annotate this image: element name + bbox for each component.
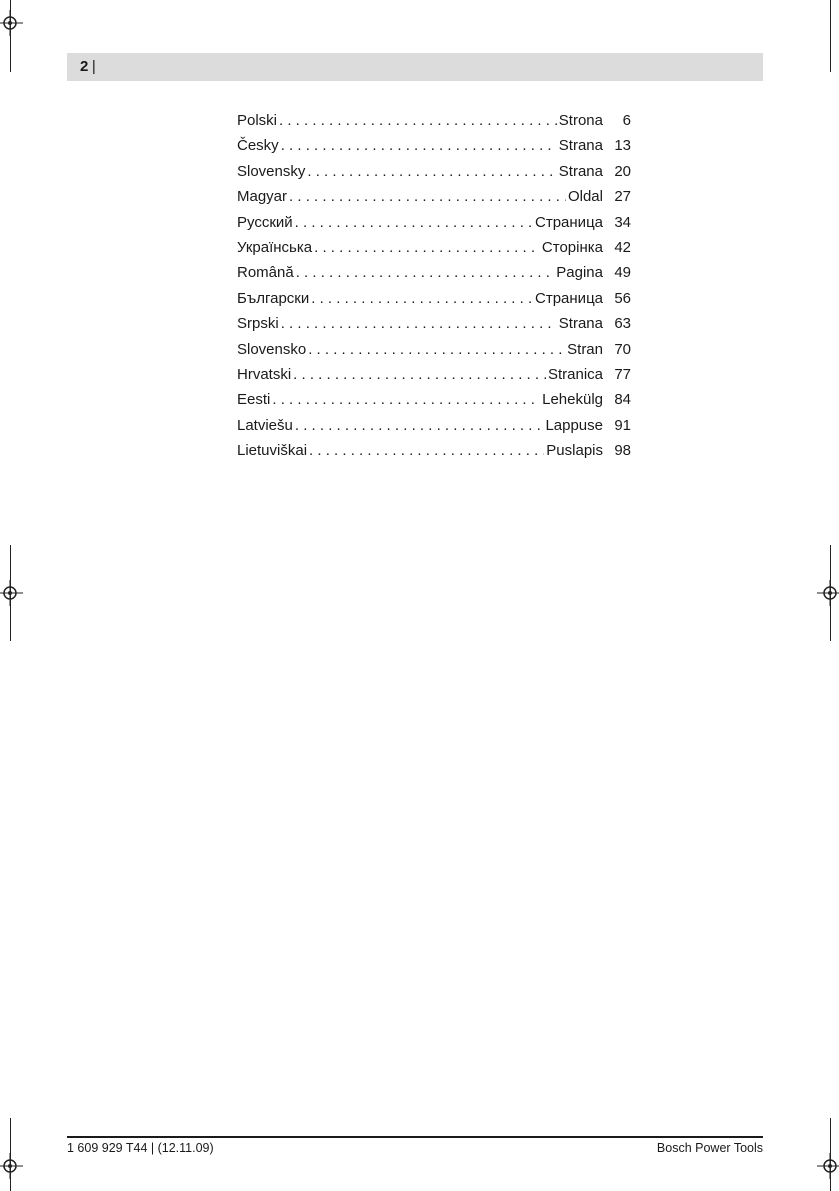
toc-page-number: 27 bbox=[614, 188, 631, 206]
page-number-value: 2 bbox=[80, 58, 89, 75]
toc-leader-dots bbox=[308, 337, 565, 362]
toc-page-word: Strana bbox=[558, 315, 603, 333]
toc-language: Русский bbox=[237, 213, 293, 231]
toc-entry bbox=[237, 210, 631, 235]
registration-crosshair-icon bbox=[817, 580, 839, 606]
toc-language: Български bbox=[237, 289, 310, 307]
toc-entry bbox=[237, 413, 631, 438]
toc-entry bbox=[237, 286, 631, 311]
toc-entry bbox=[237, 184, 631, 209]
toc-page-word: Страница bbox=[535, 289, 603, 307]
toc-page-number: 56 bbox=[614, 289, 631, 307]
toc-language: Hrvatski bbox=[237, 365, 292, 383]
toc-page-number: 98 bbox=[614, 442, 631, 460]
footer-rule bbox=[67, 1136, 763, 1138]
toc-page-number: 6 bbox=[622, 112, 631, 129]
toc-page-number: 84 bbox=[614, 391, 631, 409]
toc-page-number: 49 bbox=[614, 264, 631, 282]
toc-page-number: 13 bbox=[614, 137, 631, 155]
toc-leader-dots bbox=[311, 286, 533, 311]
registration-crosshair-icon bbox=[0, 10, 23, 36]
toc-entry bbox=[237, 133, 631, 158]
toc-page-word: Страница bbox=[535, 213, 603, 231]
toc-page-word: Сторінка bbox=[541, 238, 603, 256]
toc-entry bbox=[237, 108, 631, 133]
toc-page-number: 63 bbox=[614, 315, 631, 333]
toc-page-word: Pagina bbox=[556, 264, 603, 282]
document-code: 1 609 929 T44 | (12.11.09) bbox=[67, 1141, 214, 1155]
toc-page-number: 42 bbox=[614, 238, 631, 256]
registration-crosshair-icon bbox=[0, 1153, 23, 1179]
toc-page-number: 34 bbox=[614, 213, 631, 231]
toc-page-number: 77 bbox=[614, 365, 631, 383]
toc-entry bbox=[237, 438, 631, 463]
toc-leader-dots bbox=[272, 387, 540, 412]
brand-name: Bosch Power Tools bbox=[656, 1141, 763, 1155]
toc-entry bbox=[237, 311, 631, 336]
language-table-of-contents bbox=[237, 108, 631, 463]
toc-language: Srpski bbox=[237, 315, 279, 333]
toc-page-word: Puslapis bbox=[546, 442, 603, 460]
page-number-separator: | bbox=[91, 58, 97, 75]
crop-mark-top-right bbox=[830, 0, 831, 72]
toc-language: Magyar bbox=[237, 188, 288, 206]
toc-language: Eesti bbox=[237, 391, 271, 409]
toc-page-number: 91 bbox=[614, 416, 631, 434]
toc-leader-dots bbox=[293, 362, 546, 387]
toc-page-word: Lappuse bbox=[545, 416, 603, 434]
toc-leader-dots bbox=[295, 210, 533, 235]
toc-entry bbox=[237, 387, 631, 412]
toc-leader-dots bbox=[295, 413, 544, 438]
toc-leader-dots bbox=[314, 235, 540, 260]
toc-language: Polski bbox=[237, 112, 278, 129]
toc-leader-dots bbox=[307, 159, 556, 184]
registration-crosshair-icon bbox=[817, 1153, 839, 1179]
toc-language: Slovensko bbox=[237, 340, 307, 358]
toc-page-word: Stranica bbox=[547, 365, 603, 383]
toc-entry bbox=[237, 362, 631, 387]
toc-entry bbox=[237, 235, 631, 260]
toc-leader-dots bbox=[281, 311, 557, 336]
toc-page-word: Strana bbox=[558, 137, 603, 155]
toc-language: Česky bbox=[237, 137, 279, 155]
toc-leader-dots bbox=[279, 108, 557, 133]
toc-leader-dots bbox=[281, 133, 557, 158]
page-number bbox=[80, 58, 96, 75]
toc-page-word: Strona bbox=[558, 112, 603, 129]
toc-leader-dots bbox=[296, 260, 555, 285]
page-header-band bbox=[67, 53, 763, 81]
toc-language: Slovensky bbox=[237, 162, 306, 180]
toc-language: Lietuviškai bbox=[237, 442, 308, 460]
toc-page-word: Lehekülg bbox=[542, 391, 603, 409]
toc-leader-dots bbox=[309, 438, 544, 463]
toc-entry bbox=[237, 337, 631, 362]
toc-language: Română bbox=[237, 264, 294, 282]
toc-page-number: 70 bbox=[614, 340, 631, 358]
toc-language: Українська bbox=[237, 238, 313, 256]
toc-entry bbox=[237, 260, 631, 285]
toc-page-word: Oldal bbox=[567, 188, 603, 206]
registration-crosshair-icon bbox=[0, 580, 23, 606]
toc-page-word: Stran bbox=[567, 340, 603, 358]
toc-language: Latviešu bbox=[237, 416, 293, 434]
toc-entry bbox=[237, 159, 631, 184]
toc-page-number: 20 bbox=[614, 162, 631, 180]
toc-page-word: Strana bbox=[558, 162, 603, 180]
toc-leader-dots bbox=[289, 184, 566, 209]
